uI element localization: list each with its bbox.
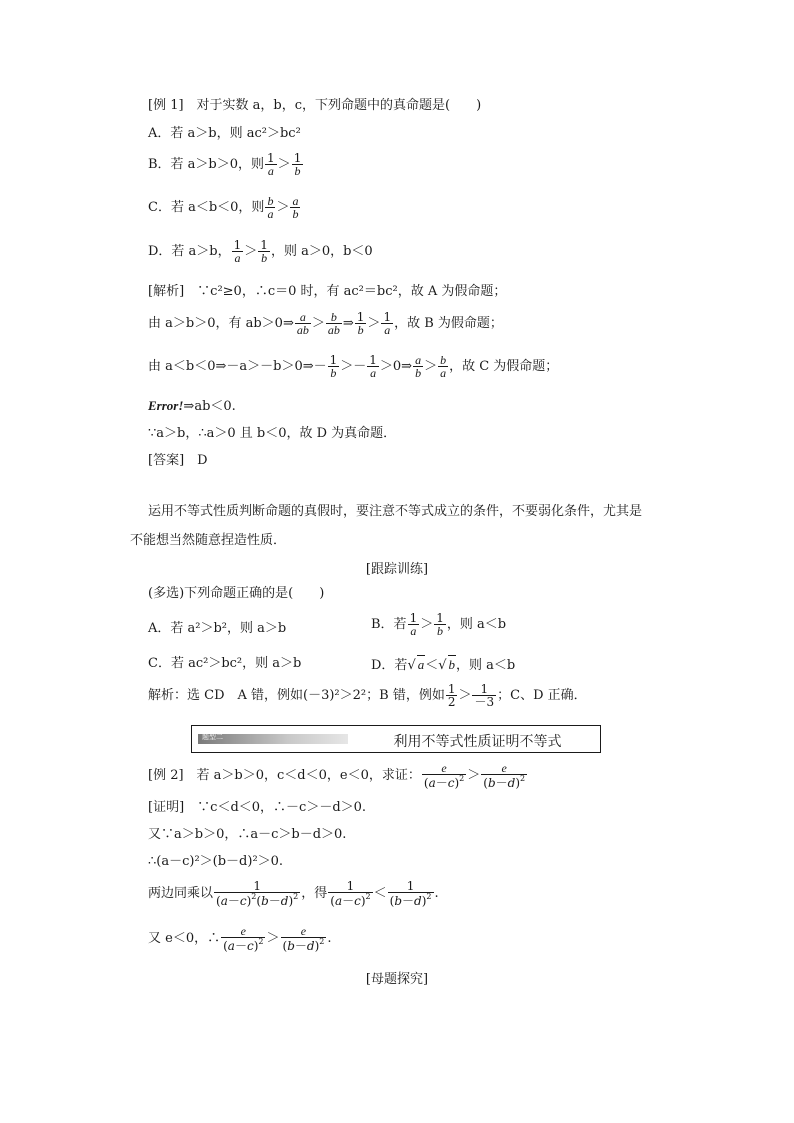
section-title: 利用不等式性质证明不等式 xyxy=(393,734,562,750)
example1-analysis-5: ∵a＞b，∴a＞0 且 b＜0，故 D 为真命题． xyxy=(148,426,397,441)
example1-analysis-1: [解析] ∵c²≥0，∴c＝0 时，有 ac²＝bc²，故 A 为假命题； xyxy=(148,284,507,299)
example1-answer: [答案] D xyxy=(148,453,208,468)
follow-option-d: D．若√ a＜√ b，则 a＜b xyxy=(371,657,516,673)
example1-analysis-4: Error!⇒ab＜0. xyxy=(148,398,236,414)
follow-analysis: 解析：选 CD A 错，例如(－3)²＞2²；B 错，例如 $\frac{1}{2}$ ＞ $\frac{1}{-3}$ ；C、D 正确． xyxy=(148,682,587,709)
note-line-1: 运用不等式性质判断命题的真假时，要注意不等式成立的条件，不要弱化条件，尤其是 xyxy=(148,504,643,519)
example2-proof-4: 两边同乘以 $\frac{1}{(a-c)^2(b-d)^2}$ ，得 $\frac{1}{(a-c)^2}$ ＜ $\frac{1}{(b-d)^2}$ . xyxy=(148,879,439,908)
follow-question: (多选)下列命题正确的是( ) xyxy=(148,586,325,601)
example2-proof-3: ∴(a－c)²＞(b－d)²＞0. xyxy=(148,854,284,869)
section-tag: 题型二 xyxy=(198,734,348,744)
section-header-bar xyxy=(191,725,601,753)
example1-option-a: A．若 a＞b，则 ac²＞bc² xyxy=(148,126,301,141)
follow-option-c: C．若 ac²＞bc²，则 a＞b xyxy=(148,656,302,671)
note-line-2: 不能想当然随意捏造性质． xyxy=(130,533,287,548)
example1-option-c: C．若 a＜b＜0，则 $\frac{b}{a}$ ＞ $\frac{a}{b}$ xyxy=(148,194,299,221)
example2-question: [例 2] 若 a＞b＞0，c＜d＜0，e＜0，求证： $\frac{e}{(a-c)^2}$ ＞ $\frac{e}{(b-d)^2}$ xyxy=(148,761,526,790)
error-text: Error! xyxy=(148,398,184,413)
follow-option-a: A．若 a²＞b²，则 a＞b xyxy=(148,621,287,636)
example1-question: [例 1] 对于实数 a，b，c，下列命题中的真命题是( ) xyxy=(148,98,482,113)
footer-heading: [母题探究] xyxy=(365,972,429,987)
follow-heading: [跟踪训练] xyxy=(365,562,429,577)
example1-analysis-3: 由 a＜b＜0⇒－a＞－b＞0⇒－ $\frac{1}{b}$ ＞－ $\frac{1}{a}$ ＞0⇒ $\frac{a}{b}$ ＞ $\frac{b}{a}$ ，故 C 为假命题； xyxy=(148,353,559,380)
example2-proof-5: 又 e＜0，∴ $\frac{e}{(a-c)^2}$ ＞ $\frac{e}{(b-d)^2}$ . xyxy=(148,924,332,953)
follow-option-b: B．若 $\frac{1}{a}$ ＞ $\frac{1}{b}$ ，则 a＜b xyxy=(371,611,507,638)
example1-option-b: B．若 a＞b＞0，则 $\frac{1}{a}$ ＞ $\frac{1}{b}$ xyxy=(148,151,302,178)
example2-proof-2: 又∵a＞b＞0，∴a－c＞b－d＞0. xyxy=(148,827,347,842)
example1-analysis-2: 由 a＞b＞0，有 ab＞0⇒ $\frac{a}{ab}$ ＞ $\frac{b}{ab}$ ⇒ $\frac{1}{b}$ ＞ $\frac{1}{a}$ ，故 B 为假命题； xyxy=(148,310,503,337)
example1-option-d: D．若 a＞b， $\frac{1}{a}$ ＞ $\frac{1}{b}$ ，则 a＞0，b＜0 xyxy=(148,238,373,265)
example2-proof-1: [证明] ∵c＜d＜0，∴－c＞－d＞0. xyxy=(148,800,367,815)
